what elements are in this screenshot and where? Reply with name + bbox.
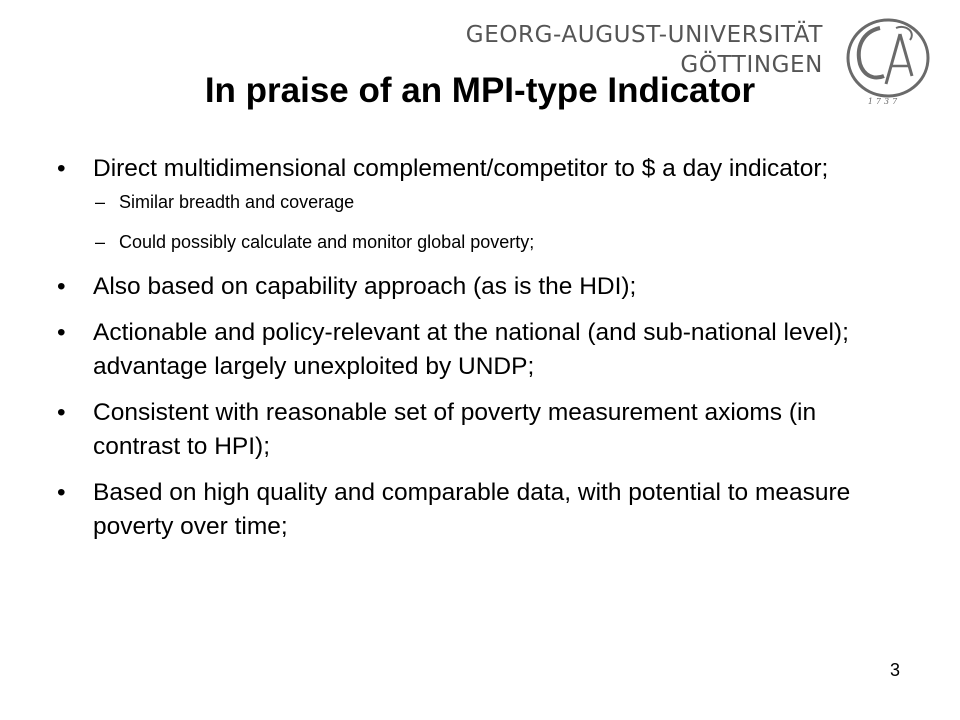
bullet-text: Consistent with reasonable set of poverty measurement axioms (in contrast to HPI); bbox=[93, 399, 817, 460]
university-name-line1: GEORG-AUGUST-UNIVERSITÄT bbox=[465, 22, 823, 48]
sub-bullet-list bbox=[93, 190, 907, 254]
bullet-text: Direct multidimensional complement/competitor to $ a day indicator; bbox=[93, 155, 829, 182]
bullet-item bbox=[57, 152, 907, 254]
bullet-list bbox=[57, 152, 907, 556]
seal-year-text: 1737 bbox=[867, 97, 901, 106]
bullet-item bbox=[57, 476, 907, 544]
bullet-text: Actionable and policy-relevant at the national (and sub-national level); advantage largely unexploited by UNDP; bbox=[93, 319, 849, 380]
bullet-text: Based on high quality and comparable data, with potential to measure poverty over time; bbox=[93, 479, 851, 540]
university-name-line2: GÖTTINGEN bbox=[680, 52, 823, 78]
bullet-text: Also based on capability approach (as is the HDI); bbox=[93, 273, 637, 300]
bullet-item bbox=[57, 396, 907, 464]
slide-title: In praise of an MPI-type Indicator bbox=[204, 71, 756, 110]
page-number: 3 bbox=[890, 660, 901, 680]
sub-bullet-item: – Could possibly calculate and monitor global poverty; bbox=[93, 230, 907, 254]
sub-bullet-item: – Similar breadth and coverage bbox=[93, 190, 907, 214]
bullet-item bbox=[57, 316, 907, 384]
bullet-item bbox=[57, 270, 907, 304]
